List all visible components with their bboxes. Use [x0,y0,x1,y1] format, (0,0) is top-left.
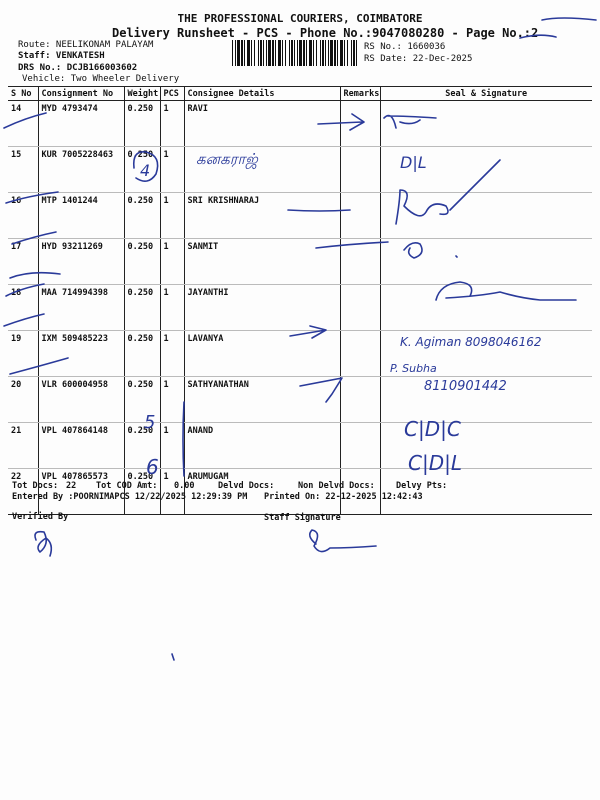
barcode-bar [272,40,274,66]
table-row [8,331,592,377]
barcode-bar [247,40,250,66]
barcode-bar [260,40,262,66]
staff-signature [310,530,376,552]
drs-number: DRS No.: DCJB166003602 [18,63,138,73]
barcode-bar [340,40,343,66]
consignment-cell: MAA 714994398 [38,285,124,331]
pcs-cell: 1 [160,423,184,469]
barcode-bar [356,40,357,66]
consignment-cell: IXM 509485223 [38,331,124,377]
table-row [8,193,592,239]
signature-cell [380,285,592,331]
sno-cell: 20 [8,377,38,423]
weight-cell: 0.250 [124,147,160,193]
row22-weight-mark: 6 [146,455,159,479]
consignment-cell: VPL 407865573 [38,469,124,515]
remarks-cell [340,239,380,285]
barcode-bar [237,40,240,66]
table-row [8,147,592,193]
remarks-cell [340,147,380,193]
signature-cell [380,331,592,377]
weight-cell: 0.250 [124,193,160,239]
consignment-cell: MYD 4793474 [38,101,124,147]
weight-cell: 0.250 [124,101,160,147]
barcode-bar [353,40,355,66]
row15-signature: D|L [400,153,427,172]
barcode-bar [232,40,233,66]
row15-consignee-handwriting: கனகராஜ் [196,150,258,168]
consignee-cell: LAVANYA [184,331,340,377]
consignee-cell [184,147,340,193]
remarks-cell [340,101,380,147]
barcode-bar [313,40,314,66]
consignee-cell: RAVI [184,101,340,147]
route-label: Route: NEELIKONAM PALAYAM [18,40,154,50]
runsheet-table [8,86,592,515]
consignee-cell: SATHYANATHAN [184,377,340,423]
barcode-bar [322,40,324,66]
barcode-bar [285,40,286,66]
remarks-cell [340,331,380,377]
barcode-bar [320,40,321,66]
consignee-cell: ARUMUGAM [184,469,340,515]
signature-cell [380,377,592,423]
barcode-bar [275,40,276,66]
weight-cell: 0.250 [124,285,160,331]
delvy-pts-label: Delvy Pts: [396,481,448,491]
col-remarks: Remarks [340,87,380,101]
sno-cell: 15 [8,147,38,193]
rs-date: RS Date: 22-Dec-2025 [364,54,473,64]
rs-number: RS No.: 1660036 [364,42,446,52]
consignment-cell: MTP 1401244 [38,193,124,239]
consignment-cell: HYD 93211269 [38,239,124,285]
barcode [232,40,360,66]
barcode-bar [328,40,329,66]
barcode-bar [235,40,236,66]
col-consignee: Consignee Details [184,87,340,101]
barcode-bar [266,40,267,66]
barcode-bar [244,40,245,66]
barcode-bar [289,40,290,66]
pcs-cell: 1 [160,331,184,377]
barcode-bar [351,40,352,66]
barcode-bar [251,40,252,66]
barcode-bar [282,40,283,66]
table-row [8,423,592,469]
entered-by: Entered By :POORNIMAPCS 12/22/2025 12:29:39 PM [12,492,248,502]
consignment-cell: VPL 407864148 [38,423,124,469]
remarks-cell [340,377,380,423]
row15-weight-mark: 4 [140,161,151,180]
tot-cod-label: Tot COD Amt: [96,481,158,491]
signature-cell [380,423,592,469]
weight-cell: 0.250 [124,377,160,423]
col-seal-signature: Seal & Signature [380,87,592,101]
sno-cell: 17 [8,239,38,285]
runsheet-title: Delivery Runsheet - PCS - Phone No.:9047080280 - Page No.:2 [112,26,539,40]
verified-signature [35,532,51,556]
remarks-cell [340,285,380,331]
remarks-cell [340,423,380,469]
barcode-bar [303,40,305,66]
barcode-bar [344,40,345,66]
sno-cell: 18 [8,285,38,331]
pcs-cell: 1 [160,239,184,285]
vehicle-label: Vehicle: Two Wheeler Delivery [22,74,180,84]
barcode-bar [241,40,243,66]
barcode-bar [263,40,264,66]
barcode-bar [294,40,295,66]
barcode-bar [306,40,307,66]
signature-cell [380,193,592,239]
row19-signature: K. Agiman 8098046162 [400,335,542,349]
printed-on: Printed On: 22-12-2025 12:42:43 [264,492,423,502]
consignment-cell: VLR 600004958 [38,377,124,423]
weight-cell: 0.250 [124,423,160,469]
table-row [8,285,592,331]
consignee-cell: SANMIT [184,239,340,285]
barcode-bar [291,40,293,66]
sno-cell: 16 [8,193,38,239]
pcs-cell: 1 [160,193,184,239]
col-sno: S No [8,87,38,101]
company-name: THE PROFESSIONAL COURIERS, COIMBATORE [177,12,423,25]
consignee-cell: SRI KRISHNARAJ [184,193,340,239]
row20-signature-name: P. Subha [390,362,437,375]
barcode-bar [299,40,302,66]
barcode-bar [330,40,333,66]
barcode-bar [337,40,338,66]
consignee-cell: ANAND [184,423,340,469]
row22-signature: C|D|L [408,451,462,475]
barcode-bar [268,40,271,66]
pcs-cell: 1 [160,377,184,423]
table-header-row [8,87,592,101]
barcode-bar [309,40,312,66]
signature-cell [380,147,592,193]
staff-label: Staff: VENKATESH [18,51,105,61]
row20-signature-phone: 8110901442 [424,379,507,394]
pcs-cell: 1 [160,469,184,515]
table-row [8,377,592,423]
pcs-cell: 1 [160,101,184,147]
row21-signature: C|D|C [404,417,461,441]
barcode-bar [297,40,298,66]
col-weight: Weight [124,87,160,101]
weight-cell: 0.250 [124,239,160,285]
barcode-bar [316,40,317,66]
col-pcs: PCS [160,87,184,101]
delvd-docs-label: Delvd Docs: [218,481,275,491]
col-consignment: Consignment No [38,87,124,101]
barcode-bar [347,40,348,66]
barcode-bar [334,40,336,66]
barcode-bar [325,40,326,66]
tot-docs-value: 22 [66,481,77,491]
staff-signature-label: Staff Signature [264,513,341,523]
sno-cell: 19 [8,331,38,377]
barcode-bar [278,40,281,66]
tot-docs-label: Tot Docs: [12,481,59,491]
weight-cell: 0.250 [124,469,160,515]
remarks-cell [340,193,380,239]
weight-cell: 0.250 [124,331,160,377]
consignee-cell: JAYANTHI [184,285,340,331]
table-row [8,101,592,147]
sno-cell: 21 [8,423,38,469]
stray-mark [172,654,174,660]
barcode-bar [254,40,255,66]
pcs-cell: 1 [160,147,184,193]
signature-cell [380,239,592,285]
signature-cell [380,101,592,147]
consignment-cell: KUR 7005228463 [38,147,124,193]
table-row [8,239,592,285]
tot-cod-value: 0.00 [174,481,195,491]
row21-weight-mark: 5 [144,412,156,433]
non-delvd-docs-label: Non Delvd Docs: [298,481,375,491]
barcode-bar [258,40,259,66]
verified-by-label: Verified By [12,512,69,522]
sno-cell: 14 [8,101,38,147]
pcs-cell: 1 [160,285,184,331]
sno-cell: 22 [8,469,38,515]
